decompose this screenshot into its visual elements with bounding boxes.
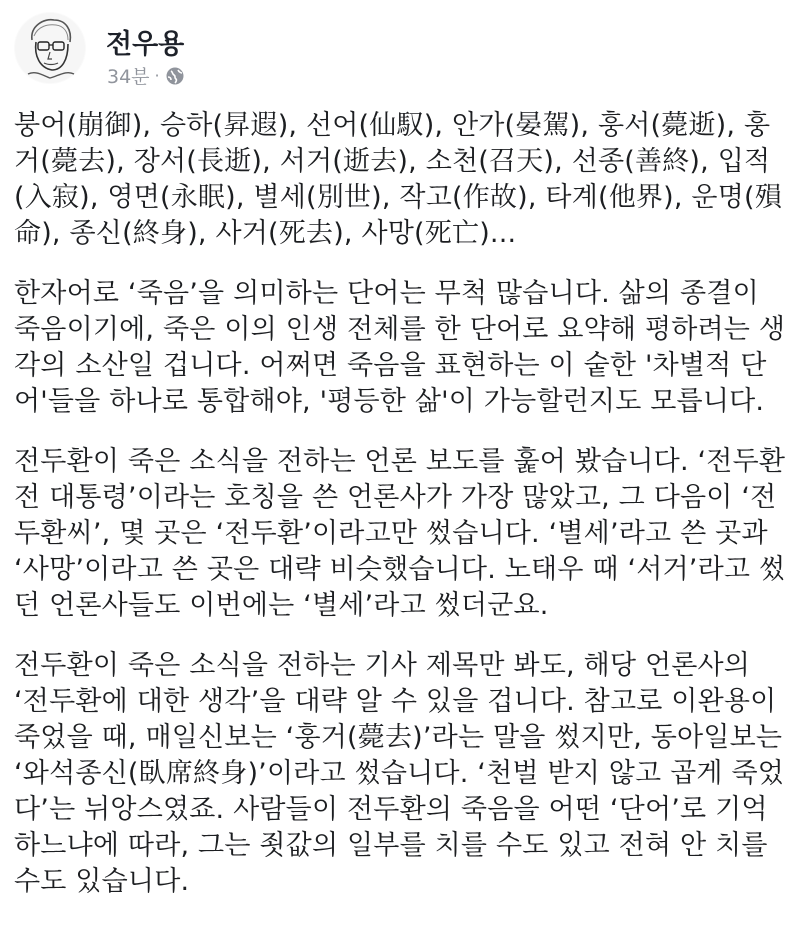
avatar-sketch-icon (14, 12, 86, 84)
post-meta (107, 62, 185, 89)
post-timestamp[interactable]: 34분 (107, 66, 150, 88)
post-paragraph-4: 전두환이 죽은 소식을 전하는 기사 제목만 봐도, 해당 언론사의 ‘전두환에 대한 생각’을 대략 알 수 있을 겁니다. 참고로 이완용이 죽었을 때, 매일신보는 ‘훙거(薨去)’라는 말을 썼지만, 동아일보는 ‘와석종신(臥席終身)’이라고 썼습니다. ‘천벌 받지 않고 곱게 죽었다’는 뉘앙스였죠. 사람들이 전두환의 죽음을 어떤 ‘단어’로 기억하느냐에 따라, 그는 죗값의 일부를 치를 수도 있고 전혀 안 치를 수도 있습니다. (14, 650, 785, 897)
post-paragraph-3: 전두환이 죽은 소식을 전하는 언론 보도를 훑어 봤습니다. ‘전두환 전 대통령’이라는 호칭을 쓴 언론사가 가장 많았고, 그 다음이 ‘전두환씨’, 몇 곳은 ‘전두환’이라고만 썼습니다. ‘별세’라고 쓴 곳과 ‘사망’이라고 쓴 곳은 대략 비슷했습니다. 노태우 때 ‘서거’라고 썼던 언론사들도 이번에는 ‘별세’라고 썼더군요. (14, 446, 786, 621)
author-name[interactable]: 전우용 (106, 29, 185, 60)
post-paragraph-1: 붕어(崩御), 승하(昇遐), 선어(仙馭), 안가(晏駕), 훙서(薨逝), 훙거(薨去), 장서(長逝), 서거(逝去), 소천(召天), 선종(善終), 입적(入寂), 영면(永眠), 별세(別世), 작고(作故), 타계(他界), 운명(殞命), 종신(終身), 사거(死去), 사망(死亡)... (14, 110, 782, 249)
post-paragraph-2: 한자어로 ‘죽음’을 의미하는 단어는 무척 많습니다. 삶의 종결이 죽음이기에, 죽은 이의 인생 전체를 한 단어로 요약해 평하려는 생각의 소산일 겁니다. 어쩌면 죽음을 표현하는 이 숱한 '차별적 단어'들을 하나로 통합해야, '평등한 삶'이 가능할런지도 모릅니다. (14, 278, 786, 417)
avatar[interactable] (14, 12, 86, 84)
globe-icon[interactable] (165, 66, 185, 86)
meta-separator: · (154, 66, 160, 85)
post-body (14, 108, 790, 924)
